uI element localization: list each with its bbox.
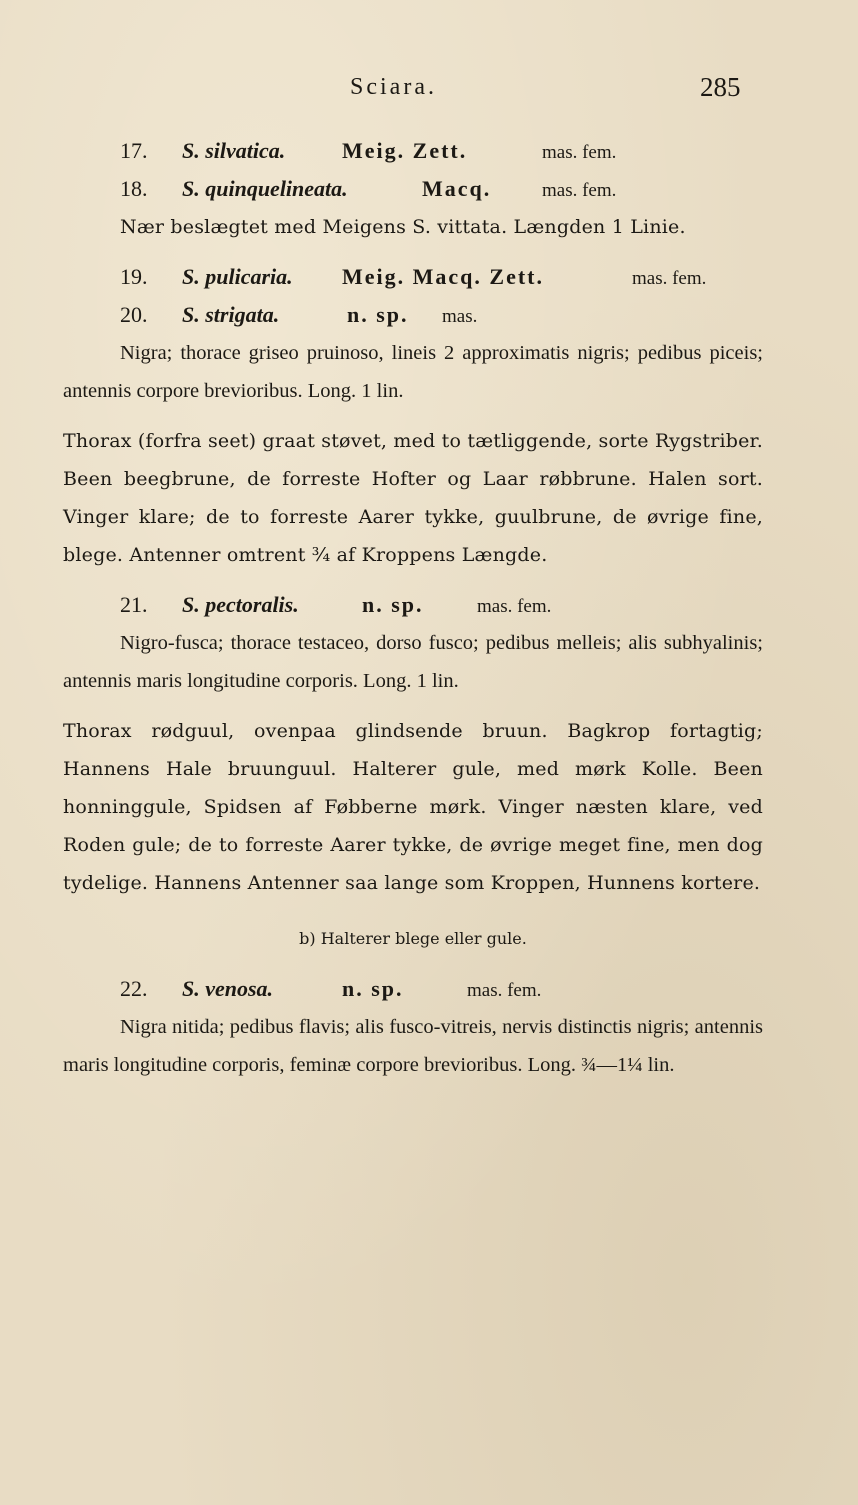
- species-name: S. quinquelineata.: [182, 176, 348, 201]
- running-title: Sciara.: [350, 74, 437, 100]
- species-authors: n. sp.: [362, 592, 424, 617]
- body-text: [63, 132, 763, 1084]
- species-authors: n. sp.: [347, 302, 409, 327]
- species-sex: mas. fem.: [467, 980, 542, 1001]
- species-authors: n. sp.: [342, 976, 404, 1001]
- species-entry-20: [63, 296, 763, 334]
- page-number: 285: [700, 72, 741, 102]
- species-name: S. venosa.: [182, 976, 274, 1001]
- note-paragraph: Nær beslægtet med Meigens S. vittata. Længden 1 Linie.: [120, 216, 686, 238]
- latin-diagnosis: Nigra nitida; pedibus flavis; alis fusco-vitreis, nervis distinctis nigris; antennis maris longitudine corporis, feminæ corpore brevioribus. Long. ¾—1¼ lin.: [63, 1016, 763, 1076]
- species-sex: mas. fem.: [632, 268, 707, 289]
- section-subheading: b) Halterer blege eller gule.: [299, 929, 527, 948]
- entry-number: 21.: [120, 592, 148, 617]
- species-sex: mas. fem.: [477, 596, 552, 617]
- species-entry-17: [63, 132, 763, 170]
- entry-number: 22.: [120, 976, 148, 1001]
- species-authors: Macq.: [422, 176, 492, 201]
- species-authors: Meig. Zett.: [342, 138, 468, 163]
- latin-diagnosis: Nigro-fusca; thorace testaceo, dorso fusco; pedibus melleis; alis subhyalinis; antennis maris longitudine corporis. Long. 1 lin.: [63, 632, 763, 692]
- species-sex: mas. fem.: [542, 180, 617, 201]
- latin-diagnosis: Nigra; thorace griseo pruinoso, lineis 2 approximatis nigris; pedibus piceis; antennis corpore brevioribus. Long. 1 lin.: [63, 342, 763, 402]
- entry-number: 20.: [120, 302, 148, 327]
- species-entry-19: [63, 258, 763, 296]
- species-sex: mas.: [442, 306, 478, 327]
- danish-description: Thorax rødguul, ovenpaa glindsende bruun. Bagkrop fortagtig; Hannens Hale bruunguul. Halterer gule, med mørk Kolle. Been honninggule, Spidsen af Føbberne mørk. Vinger næsten klare, ved Roden gule; de to forreste Aarer tykke, de øvrige meget fine, men dog tydelige. Hannens Antenner saa lange som Kroppen, Hunnens kortere.: [63, 720, 763, 894]
- danish-description: Thorax (forfra seet) graat støvet, med to tætliggende, sorte Rygstriber. Been beegbrune, de forreste Hofter og Laar røbbrune. Halen sort. Vinger klare; de to forreste Aarer tykke, guulbrune, de øvrige fine, blege. Antenner omtrent ¾ af Kroppens Længde.: [63, 430, 763, 566]
- species-entry-18: [63, 170, 763, 208]
- entry-number: 19.: [120, 264, 148, 289]
- species-name: S. pectoralis.: [182, 592, 299, 617]
- species-entry-21: [63, 586, 763, 624]
- entry-number: 17.: [120, 138, 148, 163]
- species-authors: Meig. Macq. Zett.: [342, 264, 544, 289]
- species-entry-22: [63, 970, 763, 1008]
- species-name: S. silvatica.: [182, 138, 286, 163]
- running-head: [0, 70, 858, 110]
- entry-number: 18.: [120, 176, 148, 201]
- species-name: S. pulicaria.: [182, 264, 293, 289]
- species-sex: mas. fem.: [542, 142, 617, 163]
- species-name: S. strigata.: [182, 302, 280, 327]
